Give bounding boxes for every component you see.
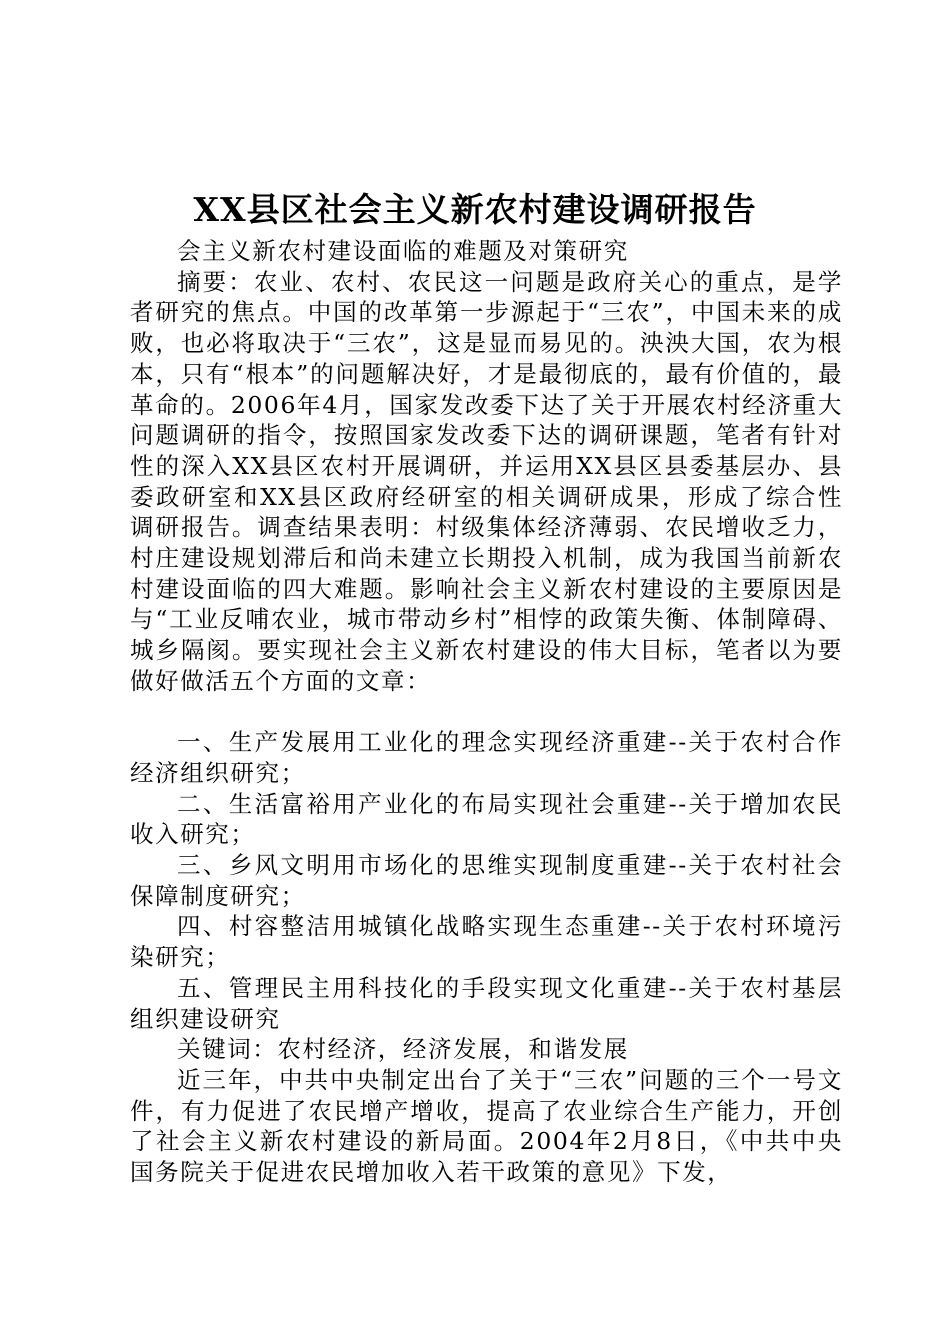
abstract-paragraph: 摘要：农业、农村、农民这一问题是政府关心的重点，是学者研究的焦点。中国的改革第一步源起于“三农”，中国未来的成败，也必将取决于“三农”，这是显而易见的。泱泱大国，农为根本，只有“根本”的问题解决好，才是最彻底的，最有价值的，最革命的。2006年4月，国家发改委下达了关于开展农村经济重大问题调研的指令，按照国家发改委下达的调研课题，笔者有针对性的深入XX县区农村开展调研，并运用XX县区县委基层办、县委政研室和XX县区政府经研室的相关调研成果，形成了综合性调研报告。调查结果表明：村级集体经济薄弱、农民增收乏力，村庄建设规划滞后和尚未建立长期投入机制，成为我国当前新农村建设面临的四大难题。影响社会主义新农村建设的主要原因是与“工业反哺农业，城市带动乡村”相悖的政策失衡、体制障碍、城乡隔阂。要实现社会主义新农村建设的伟大目标，笔者以为要做好做活五个方面的文章： bbox=[130, 267, 843, 695]
list-item-5: 五、管理民主用科技化的手段实现文化重建--关于农村基层组织建设研究 bbox=[130, 973, 843, 1033]
keywords-line: 关键词：农村经济，经济发展，和谐发展 bbox=[177, 1035, 629, 1064]
list-item-3: 三、乡风文明用市场化的思维实现制度重建--关于农村社会保障制度研究； bbox=[130, 851, 843, 910]
paragraph-spacer bbox=[130, 697, 843, 728]
document-body bbox=[130, 236, 843, 1188]
closing-paragraph: 近三年，中共中央制定出台了关于“三农”问题的三个一号文件，有力促进了农民增产增收，提高了农业综合生产能力，开创了社会主义新农村建设的新局面。2004年2月8日，《中共中央国务院关于促进农民增加收入若干政策的意见》下发， bbox=[130, 1065, 843, 1187]
list-item-1: 一、生产发展用工业化的理念实现经济重建--关于农村合作经济组织研究； bbox=[130, 728, 843, 787]
list-item-4: 四、村容整洁用城镇化战略实现生态重建--关于农村环境污染研究； bbox=[130, 912, 843, 972]
document-title: XX县区社会主义新农村建设调研报告 bbox=[193, 190, 757, 229]
list-item-2: 二、生活富裕用产业化的布局实现社会重建--关于增加农民收入研究； bbox=[130, 789, 843, 849]
subtitle-paragraph: 会主义新农村建设面临的难题及对策研究 bbox=[177, 237, 629, 265]
